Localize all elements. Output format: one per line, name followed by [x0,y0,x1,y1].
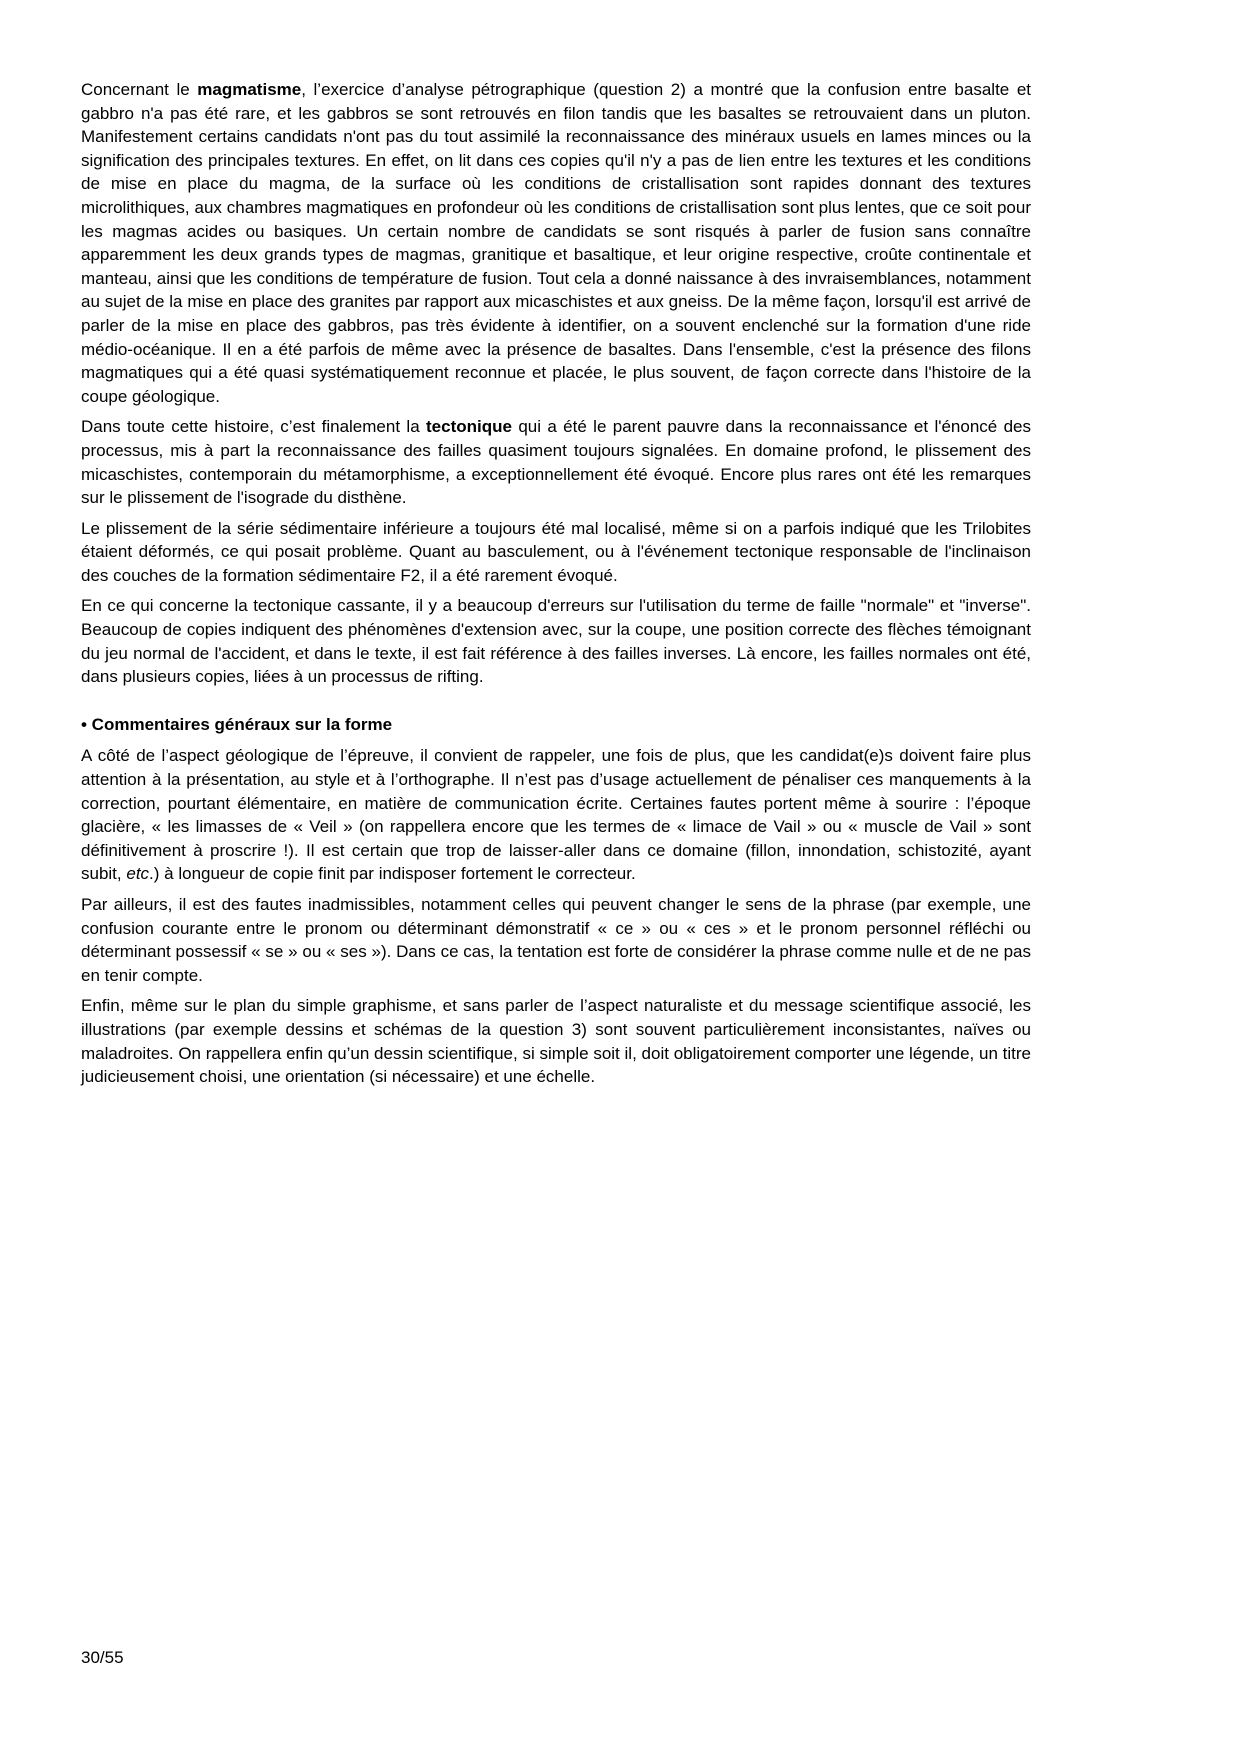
text-run: Concernant le [81,80,198,99]
text-run: qui a été le parent pauvre dans la reconnaissance et l'énoncé des processus, mis à part la reconnaissance des failles quasiment toujours signalées. En domaine profond, le plissement des micaschistes, contemporain du métamorphisme, a exceptionnellement été évoqué. Encore plus rares ont été les remarques sur le plissement de l'isograde du disthène. [81,417,1032,508]
bold-text-run: magmatisme [197,80,302,99]
paragraph [81,594,1031,688]
section-heading [81,713,1031,737]
paragraph [81,415,1031,509]
text-run: Par ailleurs, il est des fautes inadmissibles, notamment celles qui peuvent changer le sens de la phrase (par exemple, une confusion courante entre le pronom ou déterminant démonstratif « ce » ou « ces » et le pronom personnel réfléchi ou déterminant possessif « se » ou « ses »). Dans ce cas, la tentation est forte de considérer la phrase comme nulle et de ne pas en tenir compte. [81,895,1031,985]
paragraph [81,517,1031,588]
text-run: Enfin, même sur le plan du simple graphisme, et sans parler de l’aspect naturaliste et du message scientifique associé, les illustrations (par exemple dessins et schémas de la question 3) sont souvent particulièrement inconsistantes, naïves ou maladroites. On rappellera enfin qu’un dessin scientifique, si simple soit il, doit obligatoirement comporter une légende, un titre judicieusement choisi, une orientation (si nécessaire) et une échelle. [81,996,1031,1087]
paragraph [81,78,1031,408]
italic-text-run: etc [126,864,150,884]
text-run: A côté de l’aspect géologique de l’épreuve, il convient de rappeler, une fois de plus, que les candidat(e)s doivent faire plus attention à la présentation, au style et à l’orthographe. Il n’est pas d’usage actuellement de pénaliser ces manquements à la correction, pourtant élémentaire, en matière de communication écrite. Certaines fautes portent même à sourire : l’époque glacière, « les limasses de « Veil » (on rappellera encore que les termes de « limace de Vail » ou « muscle de Vail » sont définitivement à proscrire !). Il est certain que trop de laisser-aller dans ce domaine (fillon, innondation, schistozité, ayant subit, [81,746,1031,884]
text-run: Le plissement de la série sédimentaire inférieure a toujours été mal localisé, même si on a parfois indiqué que les Trilobites étaient déformés, ce qui posait problème. Quant au basculement, ou à l'événement tectonique responsable de l'inclinaison des couches de la formation sédimentaire F2, il a été rarement évoqué. [81,518,1031,585]
text-run: .) à longueur de copie finit par indisposer fortement le correcteur. [149,864,636,884]
paragraph [81,893,1031,987]
bold-text-run: • Commentaires généraux sur la forme [81,714,393,734]
document-body [81,78,1031,1096]
bold-text-run: tectonique [426,417,512,437]
paragraph [81,994,1031,1088]
text-run: En ce qui concerne la tectonique cassante, il y a beaucoup d'erreurs sur l'utilisation du terme de faille "normale" et "inverse". Beaucoup de copies indiquent des phénomènes d'extension avec, sur la coupe, une position correcte des flèches témoignant du jeu normal de l'accident, et dans le texte, il est fait référence à des failles inverses. Là encore, les failles normales ont été, dans plusieurs copies, liées à un processus de rifting. [81,596,1031,687]
paragraph [81,744,1031,886]
page-number: 30/55 [81,1648,124,1667]
text-run: Dans toute cette histoire, c’est finalement la [81,417,427,437]
text-run: , l’exercice d’analyse pétrographique (question 2) a montré que la confusion entre basalte et gabbro n'a pas été rare, et les gabbros se sont retrouvés en filon tandis que les basaltes se retrouvaient dans un pluton. Manifestement certains candidats n'ont pas du tout assimilé la reconnaissance des minéraux usuels en lames minces ou la signification des principales textures. En effet, on lit dans ces copies qu'il n'y a pas de lien entre les textures et les conditions de mise en place du magma, de la surface où les conditions de cristallisation sont rapides donnant des textures microlithiques, aux chambres magmatiques en profondeur où les conditions de cristallisation sont plus lentes, que ce soit pour les magmas acides ou basiques. Un certain nombre de candidats se sont risqués à parler de fusion sans connaître apparemment les deux grands types de magmas, granitique et basaltique, et leur origine respective, croûte continentale et manteau, ainsi que les conditions de température de fusion. Tout cela a donné naissance à des invraisemblances, notamment au sujet de la mise en place des granites par rapport aux micaschistes et aux gneiss. De la même façon, lorsqu'il est arrivé de parler de la mise en place des gabbros, pas très évidente à identifier, on a souvent enclenché sur la formation d'une ride médio-océanique. Il en a été parfois de même avec la présence de basaltes. Dans l'ensemble, c'est la présence des filons magmatiques qui a été quasi systématiquement reconnue et placée, le plus souvent, de façon correcte dans l'histoire de la coupe géologique. [81,80,1031,406]
